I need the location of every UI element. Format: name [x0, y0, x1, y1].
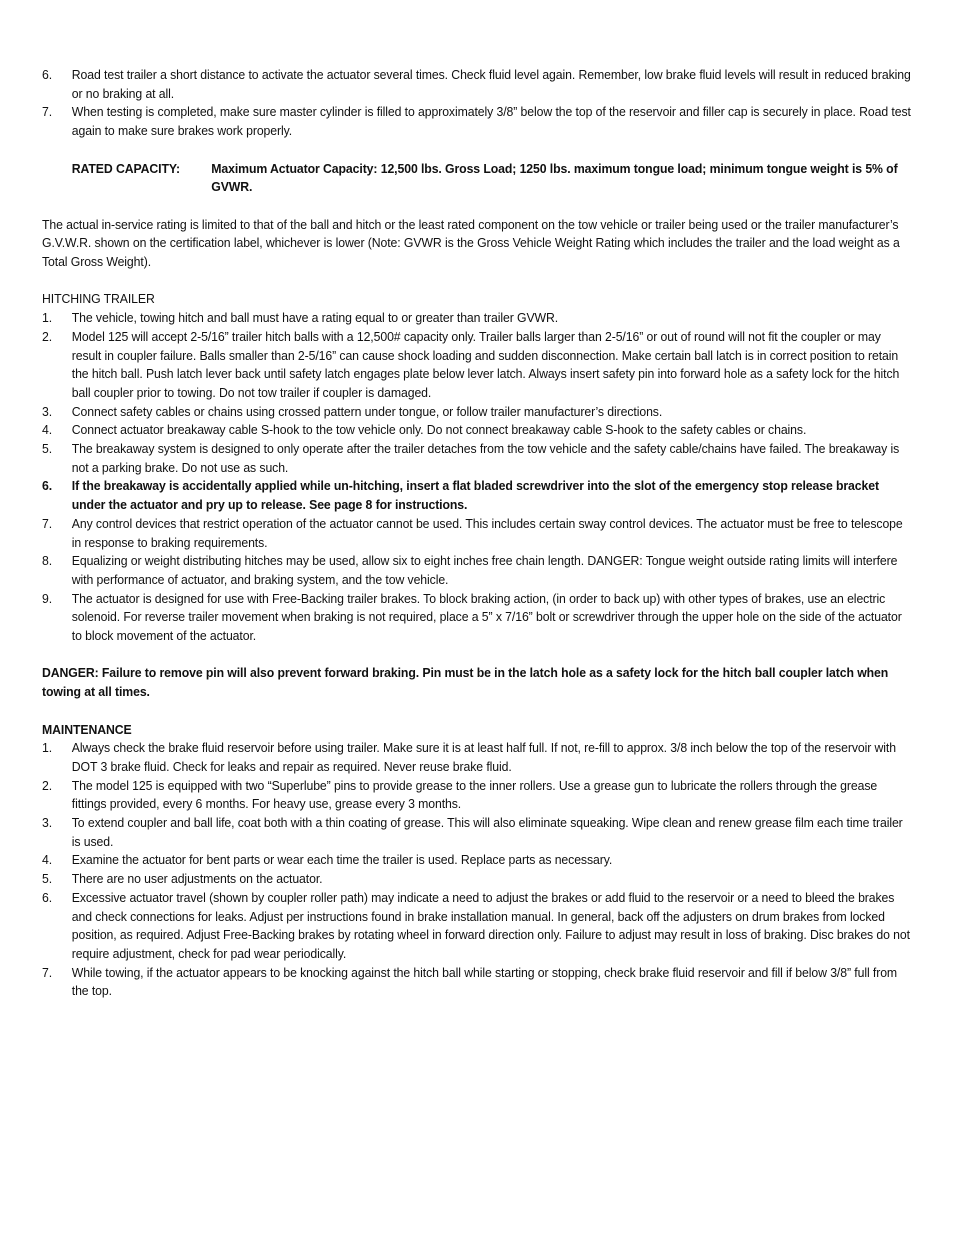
- item-number: 7.: [42, 964, 53, 980]
- item-text: Connect safety cables or chains using crossed pattern under tongue, or follow trailer manufacturer’s directions.: [71, 403, 663, 419]
- item-text: Always check the brake fluid reservoir before using trailer. Make sure it is at least half full. If not, re-fill to approx. 3/8 inch below the top of the reservoir with DOT 3 brake fluid. Check for leaks and repair as required. Never reuse brake fluid.: [71, 740, 896, 774]
- item-text: The breakaway system is designed to only operate after the trailer detaches from the tow vehicle and the safety cable/chains have failed. The breakaway is not a parking brake. Do not use as such.: [71, 441, 900, 475]
- item-number: 6.: [42, 889, 53, 905]
- rated-capacity-text: Maximum Actuator Capacity: 12,500 lbs. Gross Load; 1250 lbs. maximum tongue load; minimum tongue weight is 5% of GVWR.: [211, 160, 898, 195]
- item-text: Equalizing or weight distributing hitches may be used, allow six to eight inches free chain length. DANGER: Tongue weight outside rating limits will interfere with performance of actuator, and braking system, and the tow vehicle.: [71, 553, 898, 587]
- item-number: 8.: [42, 553, 53, 569]
- item-text: The vehicle, towing hitch and ball must have a rating equal to or greater than trailer GVWR.: [71, 310, 559, 326]
- maintenance-heading: MAINTENANCE: [42, 721, 132, 737]
- item-text: When testing is completed, make sure master cylinder is filled to approximately 3/8” below the top of the reservoir and filler cap is securely in place. Road test again to make sure brakes work properly.: [71, 104, 911, 139]
- item-number: 3.: [42, 403, 53, 419]
- list-item: [42, 777, 912, 814]
- list-item: [42, 66, 912, 103]
- list-item: [42, 515, 912, 552]
- rating-paragraph: The actual in-service rating is limited to that of the ball and hitch or the least rated component on the tow vehicle or trailer being used or the trailer manufacturer’s G.V.W.R. shown on the certification label, whichever is lower (Note: GVWR is the Gross Vehicle Weight Rating which includes the trailer and the load weight as a Total Gross Weight).: [42, 216, 900, 269]
- hitching-list: [42, 309, 912, 646]
- item-number: 3.: [42, 815, 53, 831]
- spacer: [42, 141, 912, 160]
- item-text: To extend coupler and ball life, coat both with a thin coating of grease. This will also eliminate squeaking. Wipe clean and renew grease film each time trailer is used.: [71, 815, 903, 849]
- list-item: [42, 590, 912, 646]
- item-number: 6.: [42, 478, 53, 494]
- item-number: 4.: [42, 852, 53, 868]
- item-text: The actuator is designed for use with Free-Backing trailer brakes. To block braking action, (in order to back up) with other types of brakes, use an electric solenoid. For reverse trailer movement when braking is not required, place a 5” x 7/16” bolt or screwdriver through the upper hole on the side of the actuator to block movement of the actuator.: [71, 590, 902, 644]
- item-number: 7.: [42, 515, 53, 531]
- item-number: 1.: [42, 310, 53, 326]
- item-number: 6.: [42, 67, 53, 82]
- item-text: While towing, if the actuator appears to be knocking against the hitch ball while starting or stopping, check brake fluid reservoir and fill if below 3/8” full from the top.: [71, 964, 898, 999]
- item-number: 2.: [42, 328, 53, 344]
- document-page: [42, 66, 911, 1001]
- item-number: 4.: [42, 422, 53, 438]
- item-number: 9.: [42, 590, 53, 606]
- item-number: 5.: [42, 871, 53, 887]
- spacer: [42, 646, 912, 665]
- item-text: Excessive actuator travel (shown by coupler roller path) may indicate a need to adjust the brakes or add fluid to the reservoir or a need to bleed the brakes and check connections for leaks. Adjust per instructions found in brake installation manual. In general, back off the adjusters on drum brakes from locked position, as required. Adjust Free-Backing brakes by rotating wheel in forward direction only. Failure to adjust may result in loss of braking. Disc brakes do not require adjustment, check for pad wear periodically.: [71, 889, 910, 961]
- item-number: 5.: [42, 441, 53, 457]
- list-item: [42, 403, 912, 422]
- list-item: [42, 309, 912, 328]
- item-text: If the breakaway is accidentally applied while un-hitching, insert a flat bladed screwdriver into the slot of the emergency stop release bracket under the actuator and pry up to release. See page 8 for instructions.: [71, 478, 879, 513]
- item-text: Model 125 will accept 2-5/16” trailer hitch balls with a 12,500# capacity only. Trailer balls larger than 2-5/16” or out of round will not fit the coupler or may result in coupler failure. Balls smaller than 2-5/16” can cause shock loading and sudden disconnection. Make certain ball latch is in correct position to retain the hitch ball. Push latch lever back until safety latch engages plate below lever latch. Always insert safety pin into forward hole as a safety lock for the hitch ball coupler prior to towing. Do not tow trailer if coupler is damaged.: [71, 328, 900, 400]
- list-item: [42, 851, 912, 870]
- list-item: [42, 103, 912, 140]
- spacer: [42, 702, 912, 721]
- item-number: 2.: [42, 777, 53, 793]
- item-number: 7.: [42, 104, 53, 120]
- list-item: [42, 440, 912, 477]
- list-item: [42, 477, 912, 514]
- document-body: [42, 66, 912, 1001]
- intro-list: [42, 66, 912, 141]
- item-number: 1.: [42, 740, 53, 756]
- list-item: [42, 814, 912, 851]
- danger-notice: DANGER: Failure to remove pin will also prevent forward braking. Pin must be in the latch hole as a safety lock for the hitch ball coupler latch when towing at all times.: [42, 665, 889, 700]
- list-item: [42, 870, 912, 889]
- list-item: [42, 421, 912, 440]
- list-item: [42, 328, 912, 403]
- item-text: Road test trailer a short distance to activate the actuator several times. Check fluid level again. Remember, low brake fluid levels will result in reduced braking or no braking at all.: [71, 67, 911, 101]
- hitching-heading: HITCHING TRAILER: [42, 291, 155, 307]
- list-item: [42, 964, 912, 1001]
- item-text: The model 125 is equipped with two “Superlube” pins to provide grease to the inner rollers. Use a grease gun to lubricate the rollers through the grease fittings provided, every 6 months. For heavy use, grease every 3 months.: [71, 777, 878, 812]
- spacer: [42, 272, 912, 291]
- list-item: [42, 889, 912, 964]
- item-text: There are no user adjustments on the actuator.: [71, 871, 323, 887]
- spacer: [42, 197, 912, 216]
- maintenance-list: [42, 739, 912, 1001]
- list-item: [42, 739, 912, 776]
- item-text: Any control devices that restrict operation of the actuator cannot be used. This includes certain sway control devices. The actuator must be free to telescope in response to braking requirements.: [71, 515, 903, 550]
- item-text: Examine the actuator for bent parts or wear each time the trailer is used. Replace parts as necessary.: [71, 852, 613, 868]
- item-text: Connect actuator breakaway cable S-hook to the tow vehicle only. Do not connect breakaway cable S-hook to the safety cables or chains.: [71, 422, 807, 438]
- list-item: [42, 552, 912, 589]
- rated-capacity: [72, 160, 912, 197]
- rated-capacity-label: RATED CAPACITY:: [71, 160, 181, 176]
